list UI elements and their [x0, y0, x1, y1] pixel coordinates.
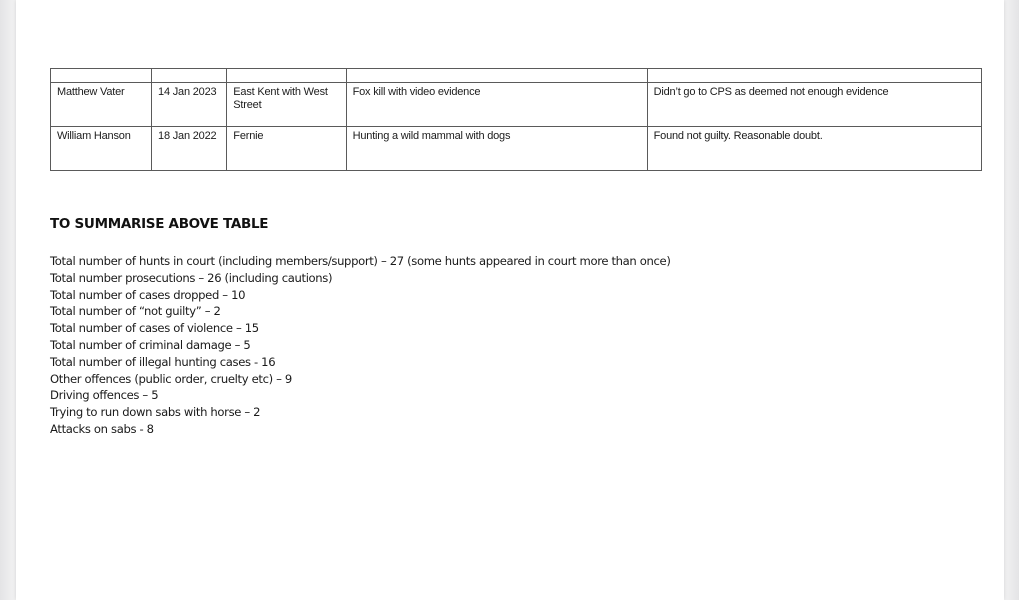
summary-list: [50, 253, 671, 438]
summary-item: Other offences (public order, cruelty etc) – 9: [50, 371, 292, 386]
summary-item: Trying to run down sabs with horse – 2: [50, 405, 261, 420]
outcome-cell: Didn’t go to CPS as deemed not enough evidence: [647, 83, 981, 127]
table-row: [51, 83, 982, 127]
header-cell: [51, 69, 152, 83]
document-page: [16, 0, 1004, 600]
outcome-cell: Found not guilty. Reasonable doubt.: [647, 127, 981, 171]
summary-item: Total number prosecutions – 26 (including cautions): [50, 270, 333, 285]
court-cases-table: [50, 68, 982, 171]
hunt-cell: East Kent with West Street: [227, 83, 346, 127]
summary-item: Total number of hunts in court (including members/support) – 27 (some hunts appeared in court more than once): [50, 254, 671, 268]
offence-cell: Hunting a wild mammal with dogs: [346, 127, 647, 171]
offence-cell: Fox kill with video evidence: [346, 83, 647, 127]
table-row: [51, 127, 982, 171]
name-cell: William Hanson: [51, 127, 152, 171]
summary-item: Driving offences – 5: [50, 388, 159, 403]
summary-item: Total number of criminal damage – 5: [50, 337, 251, 352]
summary-item: Total number of cases of violence – 15: [50, 321, 259, 336]
summary-item: Attacks on sabs - 8: [50, 421, 154, 436]
summary-item: Total number of cases dropped – 10: [50, 287, 246, 302]
summary-item: Total number of illegal hunting cases - 16: [50, 354, 276, 369]
hunt-cell: Fernie: [227, 127, 346, 171]
header-cell: [647, 69, 981, 83]
header-cell: [152, 69, 227, 83]
header-cell: [346, 69, 647, 83]
table-header-row: [51, 69, 982, 83]
date-cell: 14 Jan 2023: [152, 83, 227, 127]
name-cell: Matthew Vater: [51, 83, 152, 127]
summary-heading: TO SUMMARISE ABOVE TABLE: [50, 216, 269, 232]
header-cell: [227, 69, 346, 83]
date-cell: 18 Jan 2022: [152, 127, 227, 171]
summary-item: Total number of “not guilty” – 2: [50, 304, 221, 319]
